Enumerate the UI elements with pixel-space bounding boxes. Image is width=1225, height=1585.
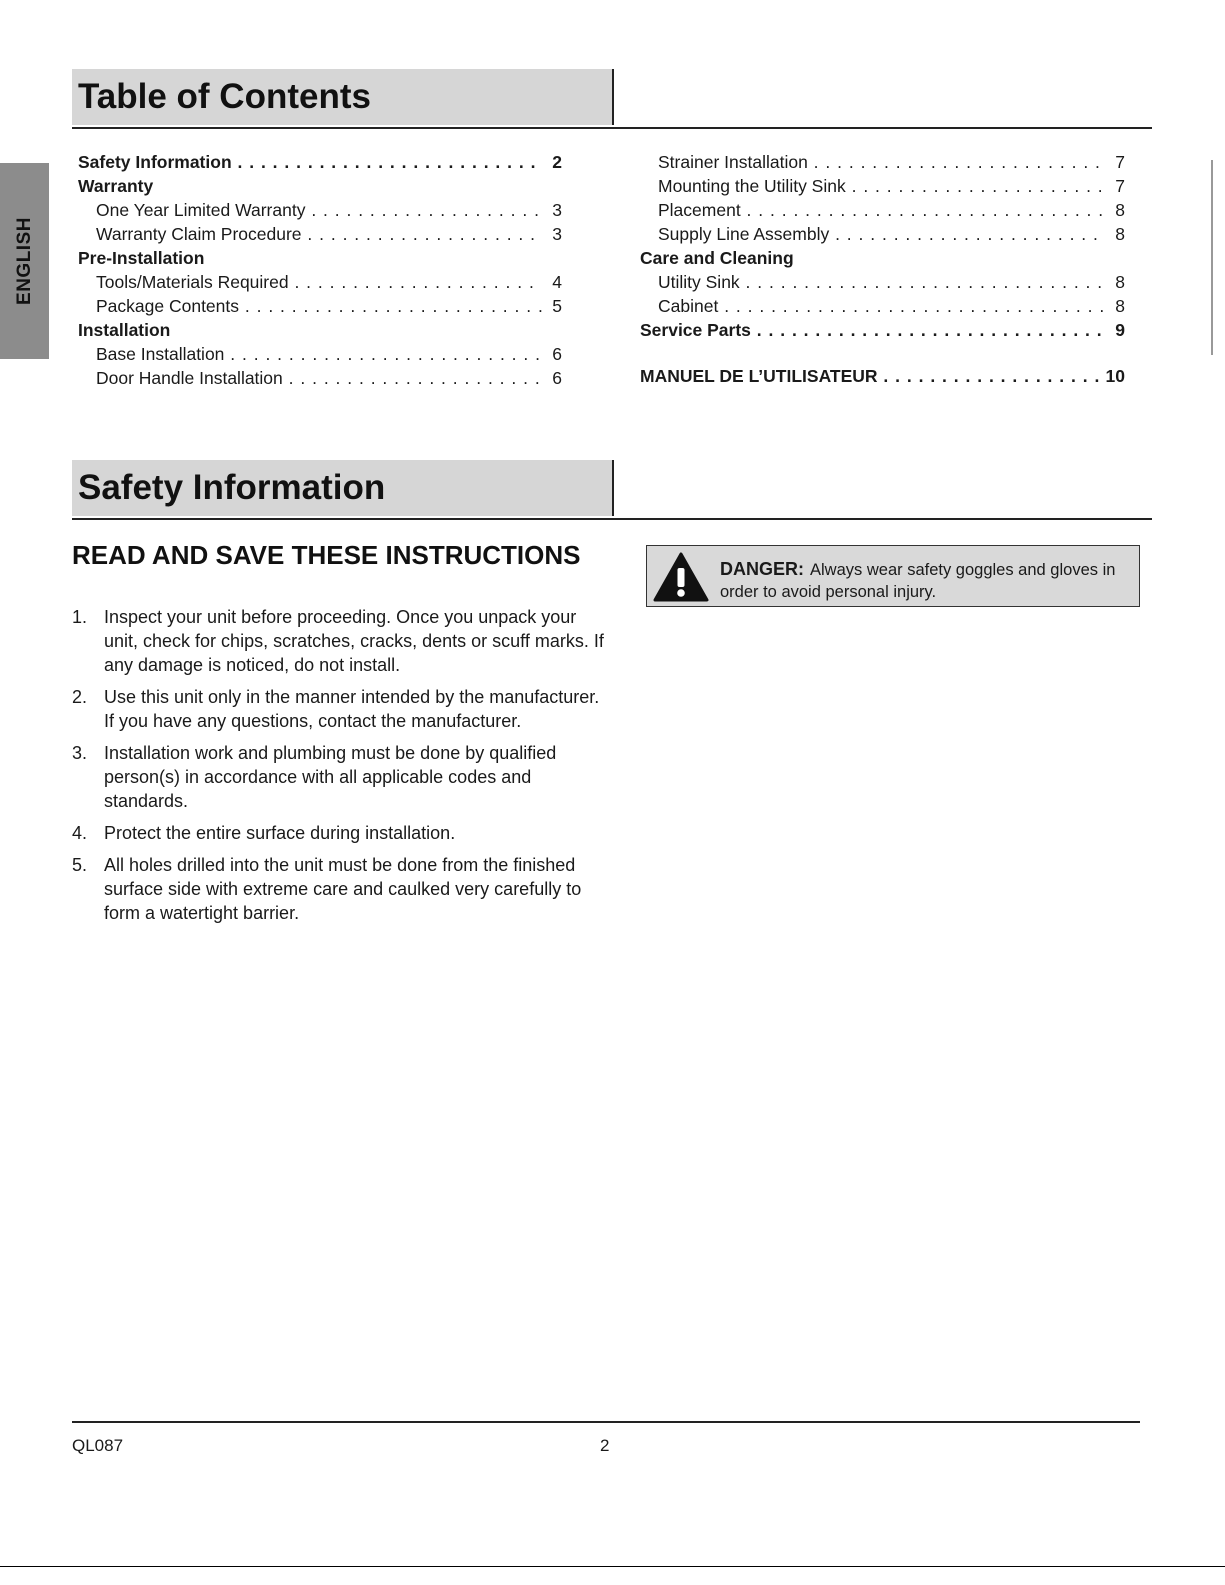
toc-title: Table of Contents bbox=[78, 77, 371, 116]
toc-entry-label: Strainer Installation . . . bbox=[640, 150, 1105, 174]
toc-entry-label: Pre-Installation bbox=[78, 248, 205, 268]
toc-entry-label: Mounting the Utility Sink . . . bbox=[640, 174, 1105, 198]
toc-entry-label: Package Contents . . . bbox=[78, 294, 542, 318]
danger-text-block bbox=[720, 558, 1131, 603]
safety-rule-text: Protect the entire surface during installation. bbox=[104, 823, 456, 843]
toc-entry-label: Base Installation . . . bbox=[78, 342, 542, 366]
toc-entry-page: 3 bbox=[549, 198, 562, 222]
footer-rule bbox=[72, 1421, 1140, 1423]
toc-entry-page: 6 bbox=[549, 342, 562, 366]
toc-entry-label: Door Handle Installation . . . bbox=[78, 366, 542, 390]
toc-entry[interactable] bbox=[78, 174, 562, 198]
safety-rule-number: 5. bbox=[72, 855, 88, 875]
toc-entry-label: Cabinet . . . bbox=[640, 294, 1105, 318]
toc-entry-page: 7 bbox=[1112, 150, 1125, 174]
toc-entry-page: 7 bbox=[1112, 174, 1125, 198]
toc-entry-page: 8 bbox=[1112, 270, 1125, 294]
safety-rule-text: All holes drilled into the unit must be done from the finished surface side with extreme care and caulked very carefully to form a watertight barrier. bbox=[104, 855, 582, 923]
toc-header bbox=[72, 69, 1152, 129]
danger-label: DANGER: bbox=[720, 559, 804, 579]
toc-entry-page: 4 bbox=[549, 270, 562, 294]
safety-rule-item bbox=[72, 605, 612, 677]
footer-model-number: QL087 bbox=[72, 1436, 124, 1455]
toc-entry-page: 10 bbox=[1103, 364, 1125, 388]
toc-entry[interactable] bbox=[640, 174, 1125, 198]
read-save-heading: READ AND SAVE THESE INSTRUCTIONS bbox=[72, 540, 581, 570]
toc-entry-label: Supply Line Assembly . . . bbox=[640, 222, 1105, 246]
toc-entry-page: 8 bbox=[1112, 294, 1125, 318]
danger-callout bbox=[646, 545, 1140, 607]
toc-entry-label: Warranty bbox=[78, 176, 154, 196]
toc-entry-page: 6 bbox=[549, 366, 562, 390]
toc-entry[interactable] bbox=[640, 364, 1125, 388]
toc-entry-page: 8 bbox=[1112, 222, 1125, 246]
safety-rule-item bbox=[72, 821, 612, 845]
toc-entry-label: Installation bbox=[78, 320, 171, 340]
toc-entry-label: Placement . . . bbox=[640, 198, 1105, 222]
footer-page-number: 2 bbox=[600, 1436, 610, 1455]
toc-entry[interactable] bbox=[78, 198, 562, 222]
toc-entry-label: One Year Limited Warranty . . . bbox=[78, 198, 542, 222]
safety-rule-text: Use this unit only in the manner intended by the manufacturer. If you have any questions, contact the manufacturer. bbox=[104, 687, 600, 731]
safety-rule-text: Inspect your unit before proceeding. Once you unpack your unit, check for chips, scratches, cracks, dents or scuff marks. If any damage is noticed, do not install. bbox=[104, 607, 604, 675]
toc-entry-label: Tools/Materials Required . . . bbox=[78, 270, 542, 294]
toc-entry-label: Care and Cleaning bbox=[640, 248, 794, 268]
toc-entry[interactable] bbox=[640, 318, 1125, 342]
safety-rule-number: 4. bbox=[72, 823, 88, 843]
safety-header-box bbox=[72, 460, 614, 516]
toc-entry[interactable] bbox=[78, 150, 562, 174]
toc-entry[interactable] bbox=[78, 294, 562, 318]
warning-triangle-icon bbox=[653, 552, 709, 602]
safety-rule-number: 2. bbox=[72, 687, 88, 707]
toc-header-box bbox=[72, 69, 614, 125]
toc-entry-page: 3 bbox=[549, 222, 562, 246]
toc-entry[interactable] bbox=[640, 198, 1125, 222]
toc-entry-page: 9 bbox=[1112, 318, 1125, 342]
toc-entry-label: MANUEL DE L’UTILISATEUR . . . bbox=[640, 364, 1105, 388]
toc-entry-page: 5 bbox=[549, 294, 562, 318]
toc-entry[interactable] bbox=[78, 222, 562, 246]
language-tab-label: ENGLISH bbox=[13, 217, 35, 305]
safety-rules-list bbox=[72, 605, 612, 933]
safety-header bbox=[72, 460, 1152, 520]
safety-rule-item bbox=[72, 741, 612, 813]
toc-left-column bbox=[78, 150, 562, 390]
safety-title: Safety Information bbox=[78, 468, 386, 507]
toc-entry-label: Safety Information . . . bbox=[78, 150, 542, 174]
toc-right-column bbox=[640, 150, 1125, 388]
safety-rule-item bbox=[72, 685, 612, 733]
bottom-page-edge bbox=[0, 1566, 1225, 1567]
toc-entry-label: Service Parts . . . bbox=[640, 318, 1105, 342]
toc-entry[interactable] bbox=[640, 150, 1125, 174]
safety-rule-number: 1. bbox=[72, 607, 88, 627]
toc-entry[interactable] bbox=[78, 270, 562, 294]
toc-entry[interactable] bbox=[640, 294, 1125, 318]
toc-entry-label: Utility Sink . . . bbox=[640, 270, 1105, 294]
toc-entry[interactable] bbox=[78, 342, 562, 366]
toc-entry[interactable] bbox=[640, 222, 1125, 246]
toc-entry[interactable] bbox=[78, 318, 562, 342]
language-side-tab bbox=[0, 163, 49, 359]
danger-message: Always wear safety goggles and gloves in order to avoid personal injury. bbox=[720, 561, 1116, 601]
toc-entry[interactable] bbox=[640, 246, 1125, 270]
toc-entry-page: 8 bbox=[1112, 198, 1125, 222]
page-edge-mark bbox=[1211, 160, 1213, 355]
toc-entry-page: 2 bbox=[549, 150, 562, 174]
toc-entry-label: Warranty Claim Procedure . . . bbox=[78, 222, 542, 246]
toc-entry[interactable] bbox=[78, 246, 562, 270]
safety-rule-item bbox=[72, 853, 612, 925]
toc-entry[interactable] bbox=[640, 270, 1125, 294]
safety-rule-number: 3. bbox=[72, 743, 88, 763]
toc-entry[interactable] bbox=[78, 366, 562, 390]
safety-rule-text: Installation work and plumbing must be done by qualified person(s) in accordance with all applicable codes and standards. bbox=[104, 743, 557, 811]
